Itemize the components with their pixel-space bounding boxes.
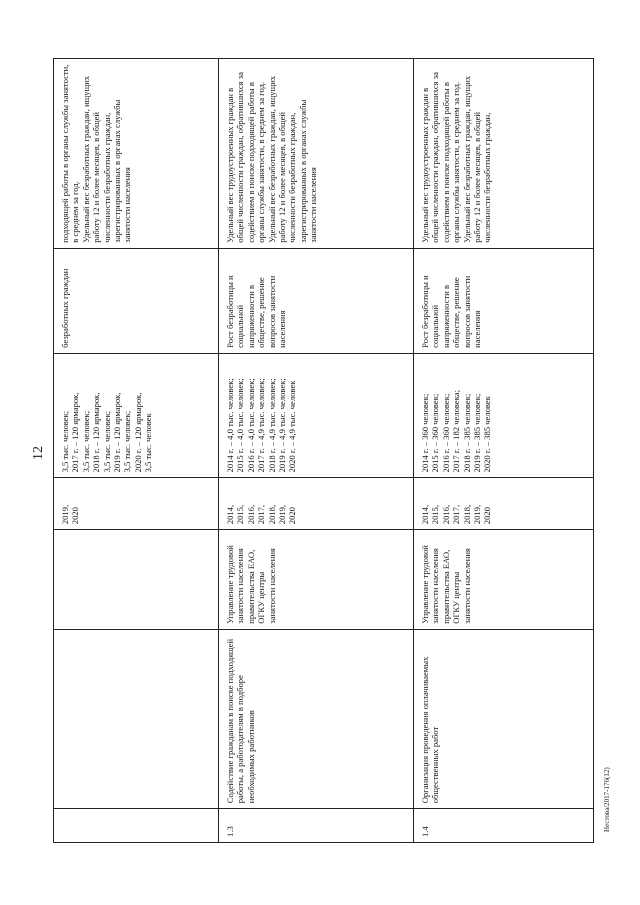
cell-term: 2014, 2015, 2016, 2017, 2018, 2019, 2020	[219, 478, 414, 530]
page-number: 12	[31, 446, 46, 460]
cell-number: 1.3	[219, 809, 414, 843]
rotated-table-sheet	[53, 58, 593, 843]
table-row	[54, 59, 219, 843]
cell-responsible: Управление трудовой занятости населения правительства ЕАО, ОГКУ центры занятости населения	[219, 530, 414, 630]
cell-term: 2019, 2020	[54, 478, 219, 530]
cell-responsible	[54, 530, 219, 630]
cell-goals: Удельный вес трудоустроенных граждан в общей численности граждан, обратившихся за содействием в поиске подходящей работы в органы службы занятости, в среднем за год. Удельный вес безработных граждан, ищущих работу 12 и более месяцев, в общей численности безработных граждан, зарегистрированных в органах службы занятости населения	[219, 59, 414, 249]
cell-indicators: 3,5 тыс. человек; 2017 г. – 120 ярмарок, 3,5 тыс. человек; 2018 г. – 120 ярмарок, 3,5 тыс. человек; 2019 г. – 120 ярмарок, 3,5 тыс. человек; 2020 г. – 120 ярмарок, 3,5 тыс. человек	[54, 353, 219, 478]
table-row	[219, 59, 414, 843]
cell-indicators: 2014 г. – 4,0 тыс. человек; 2015 г. – 4,0 тыс. человек; 2016 г. – 4,0 тыс. человек; 2017 г. – 4,9 тыс. человек; 2018 г. – 4,9 тыс. человек; 2019 г. – 4,9 тыс. человек; 2020 г. – 4,9 тыс. человек	[219, 353, 414, 478]
document-footer: Нестова/2017-176(12)	[603, 767, 611, 832]
cell-goals: подходящей работы в органы службы занятости, в среднем за год. Удельный вес безработных граждан, ищущих работу 12 и более месяцев, в общей численности безработных граждан, зарегистрированных в органах службы занятости населения	[54, 59, 219, 249]
cell-indicators: 2014 г. – 360 человек; 2015 г. – 360 человек; 2016 г. – 360 человек; 2017 г. – 182 человека; 2018 г. – 385 человек; 2019 г. – 385 человек; 2020 г. – 385 человек	[414, 353, 594, 478]
cell-risks: безработных граждан	[54, 248, 219, 353]
cell-activity-name	[54, 629, 219, 809]
cell-risks: Рост безработицы и социальной напряженности в обществе, решение вопросов занятости населения	[414, 248, 594, 353]
cell-activity-name: Содействие гражданам в поиске подходящей работы, а работодателям в подборе необходимых работников	[219, 629, 414, 809]
cell-activity-name: Организация проведения оплачиваемых общественных работ	[414, 629, 594, 809]
cell-number: 1.4	[414, 809, 594, 843]
cell-risks: Рост безработицы и социальной напряженности в обществе, решение вопросов занятости населения	[219, 248, 414, 353]
table-row	[414, 59, 594, 843]
cell-number	[54, 809, 219, 843]
program-table	[53, 58, 594, 843]
cell-responsible: Управление трудовой занятости населения правительства ЕАО, ОГКУ центры занятости населения	[414, 530, 594, 630]
cell-term: 2014, 2015, 2016, 2017, 2018, 2019, 2020	[414, 478, 594, 530]
cell-goals: Удельный вес трудоустроенных граждан в общей численности граждан, обратившихся за содействием в поиске подходящей работы в органы службы занятости, в среднем за год. Удельный вес безработных граждан, ищущих работу 12 и более месяцев, в общей численности безработных граждан,	[414, 59, 594, 249]
